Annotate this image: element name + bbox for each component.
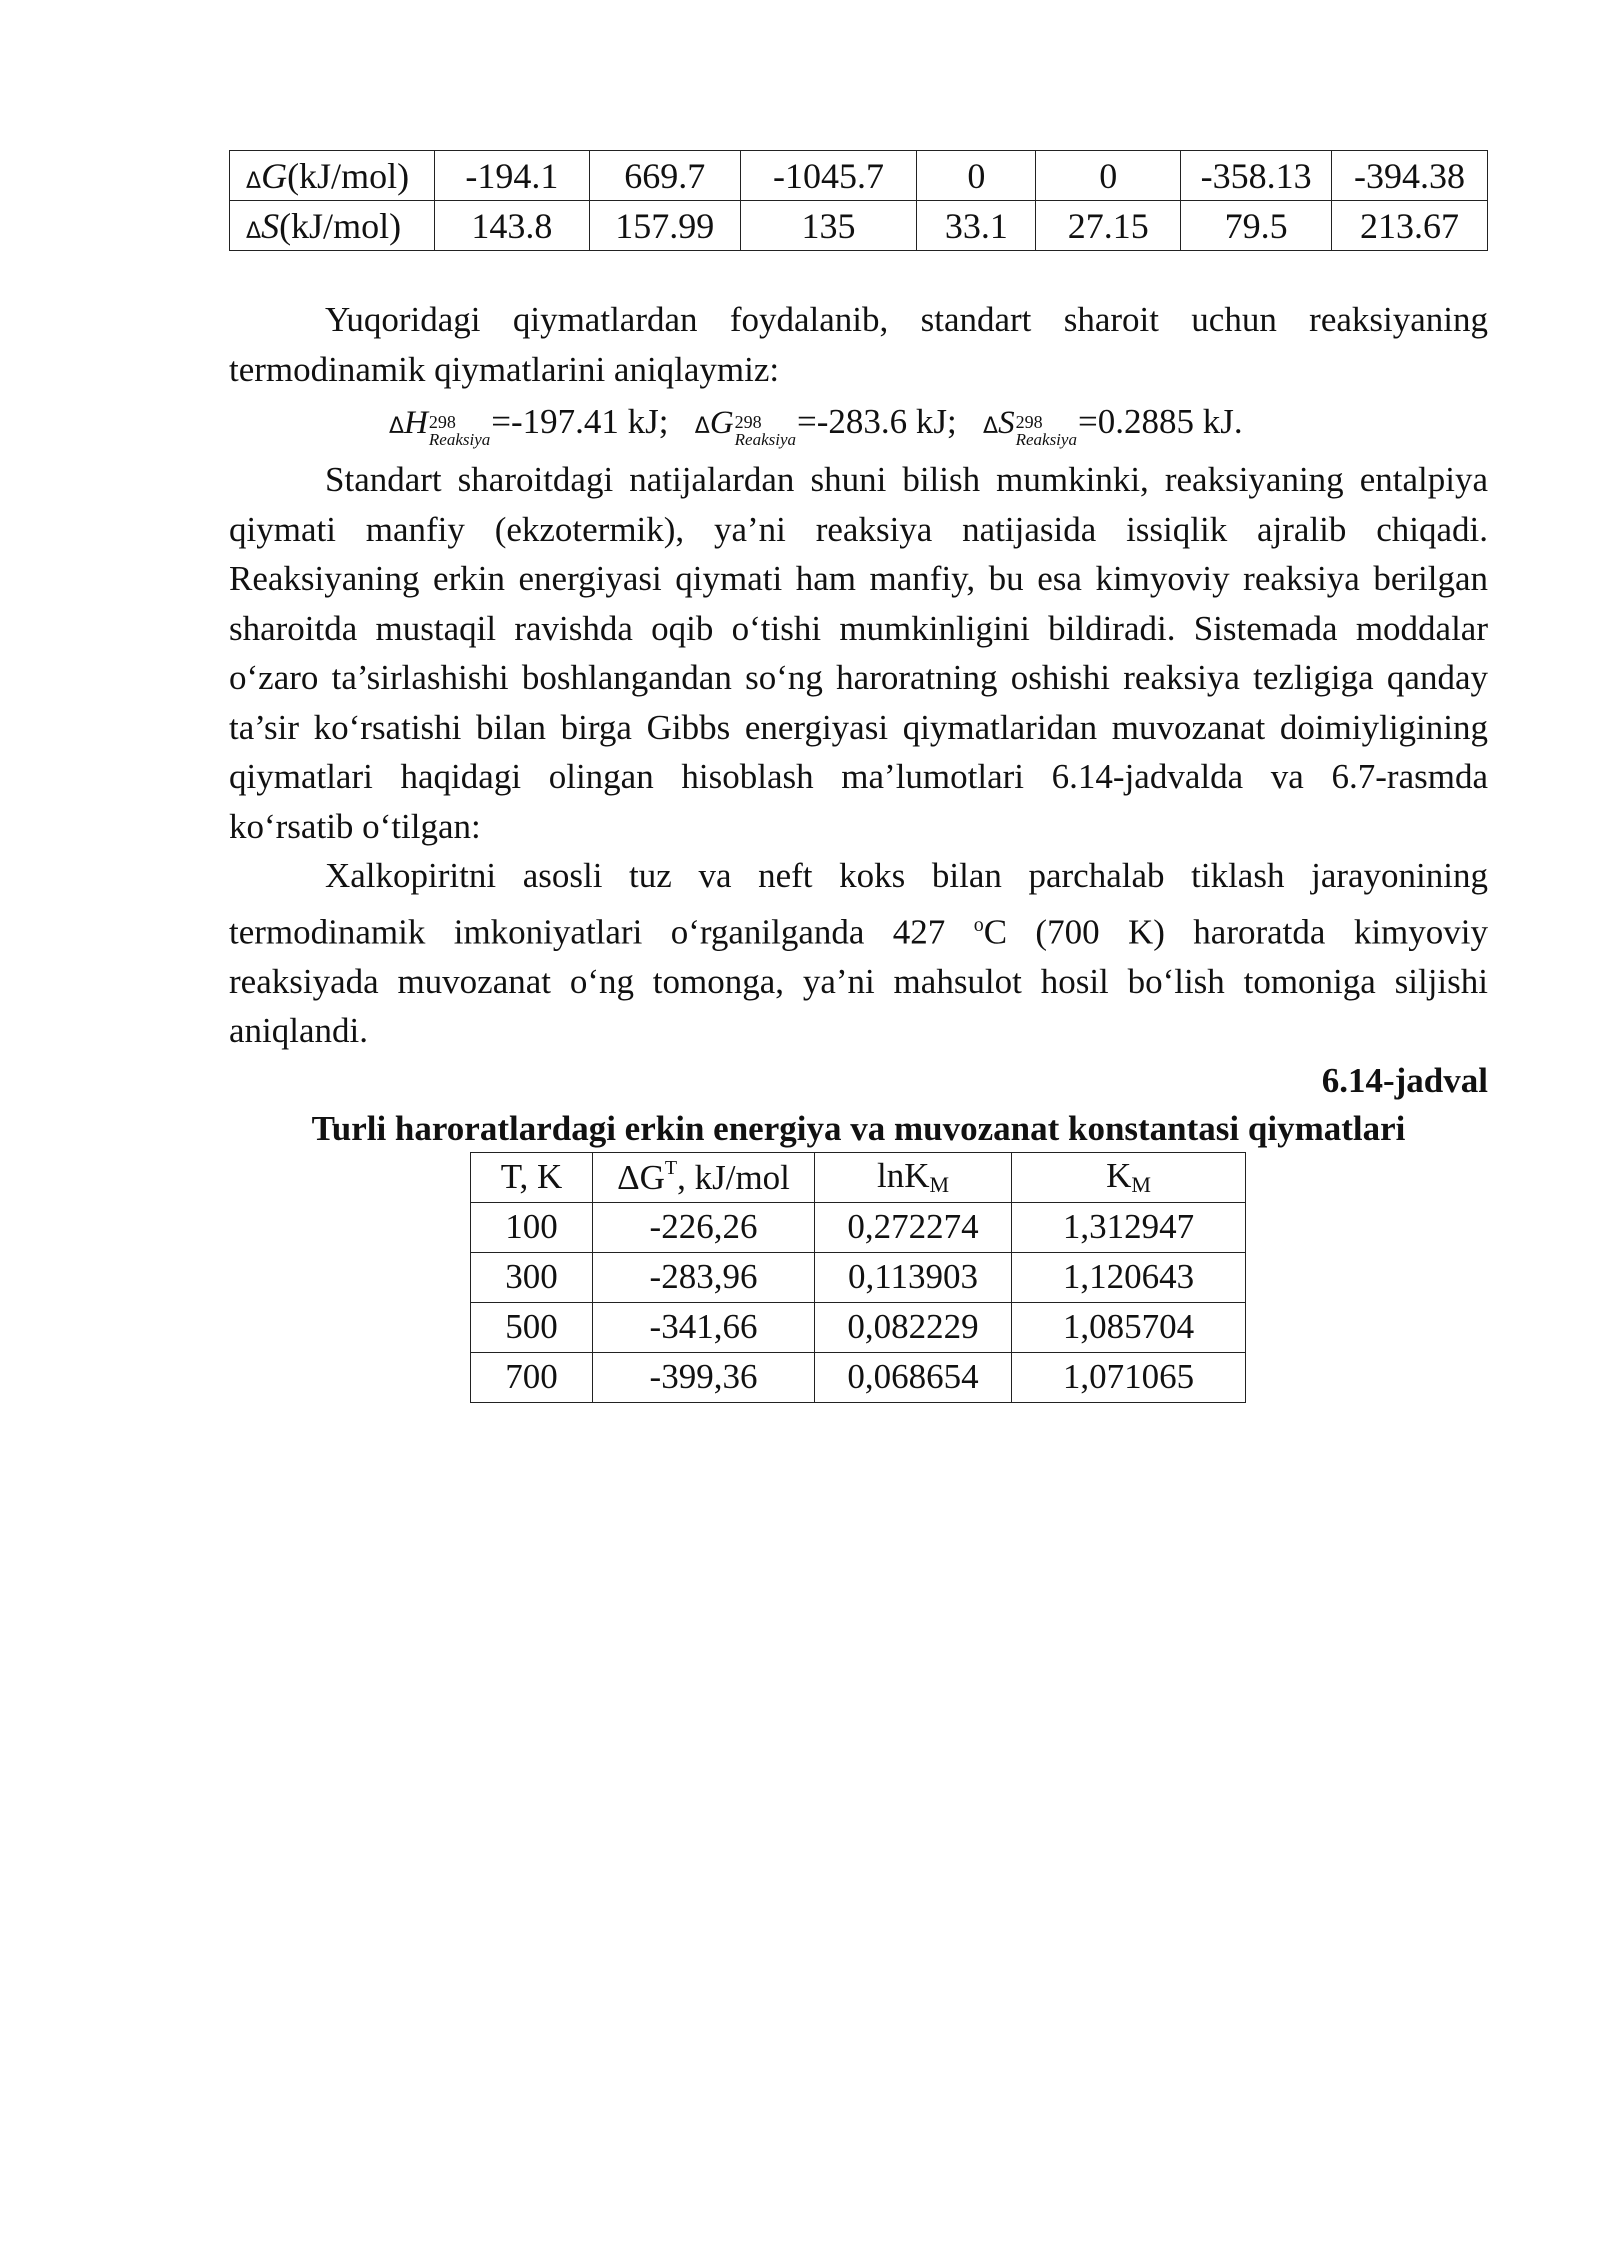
delta-symbol: Δ [694,414,710,439]
delta-symbol: Δ [389,414,405,439]
table-cell: 79.5 [1181,201,1332,251]
row-symbol: S [261,205,280,246]
table-row-delta-s [230,201,1488,251]
table-cell: 669.7 [589,151,740,201]
table-row-delta-g [230,151,1488,201]
table-cell: 157.99 [589,201,740,251]
row-label-delta-g [230,151,435,201]
table-cell: 700 [471,1352,593,1402]
formula-enthalpy [389,402,669,449]
paragraph-intro: Yuqoridagi qiymatlardan foydalanib, standart sharoit uchun reaksiyaning termodinamik qiymatlarini aniqlaymiz: [229,300,1488,389]
table-row [471,1202,1246,1252]
formula-value: =-197.41 kJ; [491,402,669,441]
row-unit: (kJ/mol) [279,205,402,246]
table-cell: 1,312947 [1012,1202,1246,1252]
table-cell: 0,082229 [815,1302,1012,1352]
header-k: KM [1012,1152,1246,1202]
table-cell: 0,113903 [815,1252,1012,1302]
paragraph-text: Xalkopiritni asosli tuz va neft koks bilan parchalab tiklash jarayonining termodinamik imkoniyatlari o‘rganilganda 427 [229,856,1488,952]
row-unit: (kJ/mol) [287,155,410,196]
formula-value: =0.2885 kJ. [1077,402,1243,441]
table-cell: 100 [471,1202,593,1252]
formula-line [229,394,1488,455]
table-cell: 143.8 [434,201,589,251]
thermodynamic-data-table [229,150,1488,251]
table-cell: -394.38 [1332,151,1488,201]
formula-value: =-283.6 kJ; [797,402,957,441]
formula-entropy [983,402,1243,449]
table-cell: 1,085704 [1012,1302,1246,1352]
row-label-delta-s [230,201,435,251]
formula-sub: Reaksiya [428,430,491,449]
table-cell: -341,66 [593,1302,815,1352]
formula-gibbs [694,402,957,449]
table-row [471,1352,1246,1402]
paragraph-analysis: Standart sharoitdagi natijalardan shuni bilish mumkinki, reaksiyaning entalpiya qiymati manfiy (ekzotermik), ya’ni reaksiya natijasida issiqlik ajralib chiqadi. Reaksiyaning erkin energiyasi qiymati ham manfiy, bu esa kimyoviy reaksiya berilgan sharoitda mustaqil ravishda oqib o‘tishi mumkinligini bildiradi. Sistemada moddalar o‘zaro ta’sirlashishi boshlangandan so‘ng haroratning oshishi reaksiya tezligiga qanday ta’sir ko‘rsatishi bilan birga Gibbs energiyasi qiymatlaridan muvozanat doimiyligining qiymatlari haqidagi olingan hisoblash ma’lumotlari 6.14-jadvalda va 6.7-rasmda ko‘rsatib o‘tilgan: [229,460,1488,846]
formula-sup: 298 [734,412,762,432]
table-cell: -194.1 [434,151,589,201]
table-title: Turli haroratlardagi erkin energiya va muvozanat konstantasi qiymatlari [311,1108,1406,1148]
table-cell: 213.67 [1332,201,1488,251]
formula-sub: Reaksiya [734,430,797,449]
table-row [471,1252,1246,1302]
header-temperature: T, K [471,1152,593,1202]
table-cell: 1,071065 [1012,1352,1246,1402]
formula-symbol: S [998,405,1015,441]
table-cell: -283,96 [593,1252,815,1302]
paragraph-conclusion [229,851,1488,1056]
header-gibbs-energy: $\Delta G^T$, kJ/mol [593,1152,815,1202]
table-cell: 0 [1036,151,1181,201]
table-cell: 0 [917,151,1036,201]
formula-sub: Reaksiya [1015,430,1077,449]
table-cell: 1,120643 [1012,1252,1246,1302]
formula-sup: 298 [428,412,456,432]
table-cell: -358.13 [1181,151,1332,201]
row-symbol: G [261,155,288,196]
table-cell: 500 [471,1302,593,1352]
table-number: 6.14-jadval [1321,1060,1488,1100]
delta-symbol: Δ [246,218,262,244]
delta-symbol: Δ [983,414,999,439]
table-header-row [471,1152,1246,1202]
paragraph-text: C (700 K) haroratda kimyoviy reaksiyada muvozanat o‘ng tomonga, ya’ni mahsulot hosil bo‘lish tomoniga siljishi aniqlandi. [229,912,1488,1051]
table-cell: 27.15 [1036,201,1181,251]
header-ln-k: lnKM [815,1152,1012,1202]
table-cell: 0,068654 [815,1352,1012,1402]
table-cell: -399,36 [593,1352,815,1402]
formula-sup: 298 [1015,412,1043,432]
equilibrium-constant-table [470,1152,1246,1403]
table-cell: 33.1 [917,201,1036,251]
table-cell: 0,272274 [815,1202,1012,1252]
degree-superscript: o [973,913,984,936]
formula-symbol: G [709,405,734,441]
page-content [229,150,1488,1403]
table-cell: -226,26 [593,1202,815,1252]
table-cell: -1045.7 [740,151,917,201]
table-cell: 135 [740,201,917,251]
table-row [471,1302,1246,1352]
table-cell: 300 [471,1252,593,1302]
formula-symbol: H [404,405,428,441]
delta-symbol: Δ [246,168,262,194]
